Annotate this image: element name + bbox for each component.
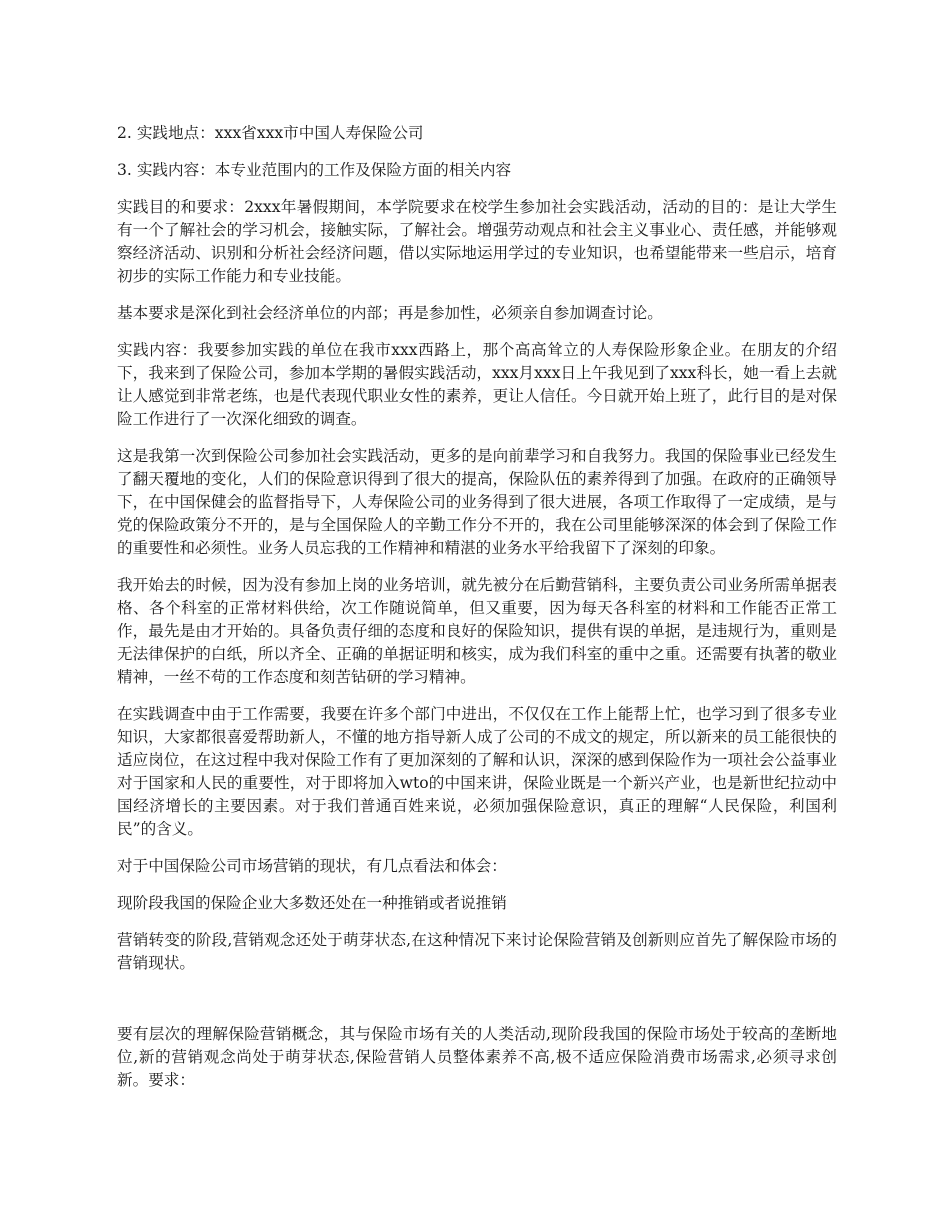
paragraph-first-experience: 这是我第一次到保险公司参加社会实践活动，更多的是向前辈学习和自我努力。我国的保险事业已经发生了翻天覆地的变化，人们的保险意识得到了很大的提高，保险队伍的素养得到了加强。在政府的正确领导下，在中国保健会的监督指导下，人寿保险公司的业务得到了很大进展，各项工作取得了一定成绩，是与党的保险政策分不开的，是与全国保险人的辛勤工作分不开的，我在公司里能够深深的体会到了保险工作的重要性和必须性。业务人员忘我的工作精神和精湛的业务水平给我留下了深刻的印象。 (117, 447, 837, 557)
paragraph-practice-content-heading: 3. 实践内容：本专业范围内的工作及保险方面的相关内容 (117, 161, 512, 179)
paragraph-market-views: 对于中国保险公司市场营销的现状，有几点看法和体会： (117, 857, 507, 875)
paragraph-marketing-concept: 要有层次的理解保险营销概念，其与保险市场有关的人类活动,现阶段我国的保险市场处于较高的垄断地位,新的营销观念尚处于萌芽状态,保险营销人员整体素养不高,极不适应保险消费市场需求,必须寻求创新。要求： (117, 1025, 837, 1089)
paragraph-spacer (117, 989, 837, 1023)
paragraph-basic-requirements: 基本要求是深化到社会经济单位的内部；再是参加性，必须亲自参加调查讨论。 (117, 304, 663, 322)
paragraph-current-stage: 现阶段我国的保险企业大多数还处在一种推销或者说推销 (117, 894, 507, 912)
paragraph-purpose-requirements: 实践目的和要求：2xxx年暑假期间，本学院要求在校学生参加社会实践活动，活动的目的：是让大学生有一个了解社会的学习机会，接触实际，了解社会。增强劳动观点和社会主义事业心、责任感，并能够观察经济活动、识别和分析社会经济问题，借以实际地运用学过的专业知识，也希望能带来一些启示，培育初步的实际工作能力和专业技能。 (117, 198, 837, 285)
paragraph-marketing-transition: 营销转变的阶段,营销观念还处于萌芽状态,在这种情况下来讨论保险营销及创新则应首先了解保险市场的营销现状。 (117, 931, 837, 972)
paragraph-practice-location: 2. 实践地点：xxx省xxx市中国人寿保险公司 (117, 124, 424, 142)
paragraph-practice-content: 实践内容：我要参加实践的单位在我市xxx西路上，那个高高耸立的人寿保险形象企业。在朋友的介绍下，我来到了保险公司，参加本学期的暑假实践活动，xxx月xxx日上午我见到了xxx科长，她一看上去就让人感觉到非常老练，也是代表现代职业女性的素养，更让人信任。今日就开始上班了，此行目的是对保险工作进行了一次深化细致的调查。 (117, 341, 837, 428)
paragraph-investigation: 在实践调查中由于工作需要，我要在许多个部门中进出，不仅仅在工作上能帮上忙，也学习到了很多专业知识，大家都很喜爱帮助新人，不懂的地方指导新人成了公司的不成文的规定，所以新来的员工能很快的适应岗位，在这过程中我对保险工作有了更加深刻的了解和认识，深深的感到保险作为一项社会公益事业对于国家和人民的重要性，对于即将加入wto的中国来讲，保险业既是一个新兴产业，也是新世纪拉动中国经济增长的主要因素。对于我们普通百姓来说，必须加强保险意识，真正的理解“人民保险，利国利民”的含义。 (117, 705, 837, 838)
paragraph-logistics-work: 我开始去的时候，因为没有参加上岗的业务培训，就先被分在后勤营销科，主要负责公司业务所需单据表格、各个科室的正常材料供给，次工作随说简单，但又重要，因为每天各科室的材料和工作能否正常工作，最先是由才开始的。具备负责仔细的态度和良好的保险知识，提供有误的单据，是违规行为，重则是无法律保护的白纸，所以齐全、正确的单据证明和核实，成为我们科室的重中之重。还需要有执著的敬业精神，一丝不苟的工作态度和刻苦钻研的学习精神。 (117, 576, 837, 686)
document-body (117, 122, 837, 1106)
